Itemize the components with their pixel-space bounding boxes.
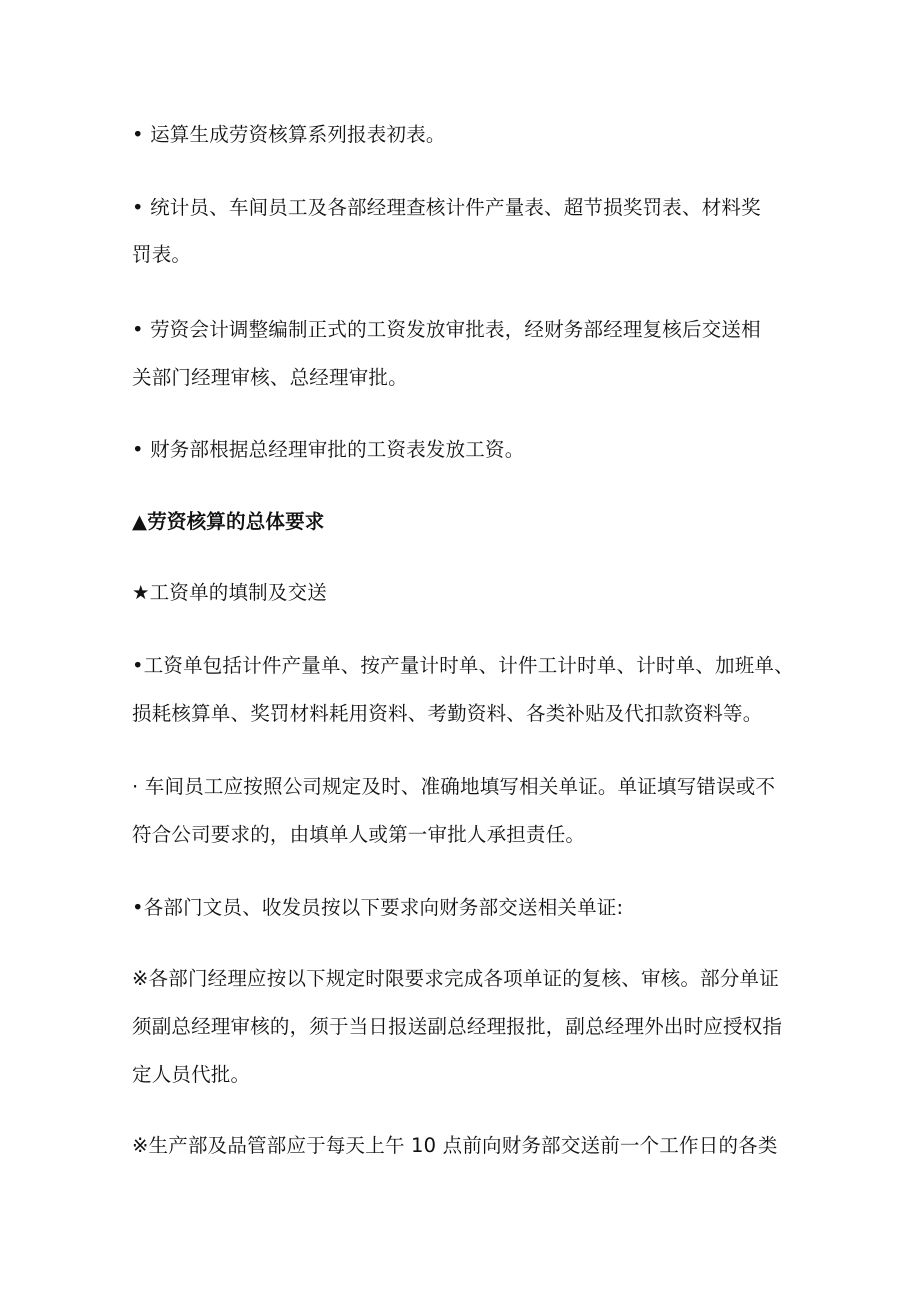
bullet-line-employee-forms: · 车间员工应按照公司规定及时、准确地填写相关单证。单证填写错误或不 bbox=[132, 775, 776, 798]
bullet-line-salary-payment: • 财务部根据总经理审批的工资表发放工资。 bbox=[132, 438, 525, 461]
text-line-continuation: 关部门经理审核、总经理审批。 bbox=[132, 366, 408, 389]
section-heading: ▲劳资核算的总体要求 bbox=[132, 510, 325, 533]
text-line-continuation: 须副总经理审核的，须于当日报送副总经理报批，副总经理外出时应授权指 bbox=[132, 1015, 783, 1038]
bullet-line-statistics-check: • 统计员、车间员工及各部经理查核计件产量表、超节损奖罚表、材料奖 bbox=[132, 196, 761, 219]
bullet-line-payroll-approval: • 劳资会计调整编制正式的工资发放审批表，经财务部经理复核后交送相 bbox=[132, 318, 761, 341]
bullet-line-payroll-forms: •工资单包括计件产量单、按产量计时单、计件工计时单、计时单、加班单、 bbox=[132, 654, 794, 677]
text-line-continuation: 定人员代批。 bbox=[132, 1063, 251, 1086]
text-line-continuation: 罚表。 bbox=[132, 243, 192, 266]
note-line-production-submission: ※生产部及品管部应于每天上午 10 点前向财务部交送前一个工作日的各类 bbox=[132, 1134, 778, 1157]
text-line-continuation: 损耗核算单、奖罚材料耗用资料、考勤资料、各类补贴及代扣款资料等。 bbox=[132, 702, 763, 725]
note-line-manager-review: ※各部门经理应按以下规定时限要求完成各项单证的复核、审核。部分单证 bbox=[132, 967, 779, 990]
bullet-line-clerk-submission: •各部门文员、收发员按以下要求向财务部交送相关单证: bbox=[132, 896, 624, 919]
bullet-line-report-generation: • 运算生成劳资核算系列报表初表。 bbox=[132, 123, 446, 146]
text-line-continuation: 符合公司要求的，由填单人或第一审批人承担责任。 bbox=[132, 823, 586, 846]
subsection-heading: ★工资单的填制及交送 bbox=[132, 581, 327, 604]
